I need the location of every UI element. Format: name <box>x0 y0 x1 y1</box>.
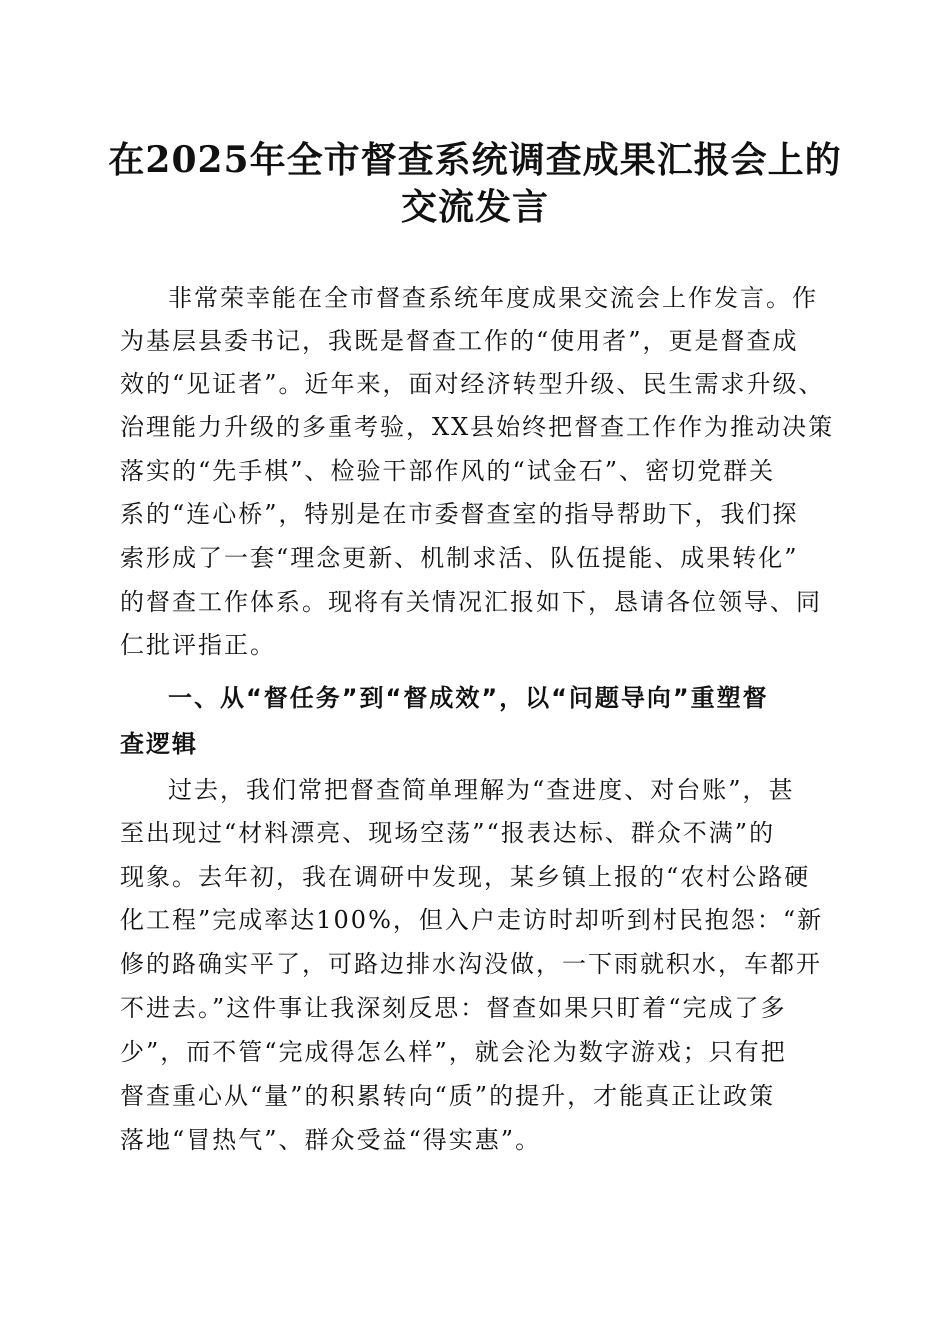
section-heading-line: 查逻辑 <box>120 730 198 758</box>
paragraph-line: 落地“冒热气”、群众受益“得实惠”。 <box>120 1126 542 1154</box>
section-heading-line: 一、从“督任务”到“督成效”，以“问题导向”重塑督 <box>168 684 769 712</box>
paragraph-line: 为基层县委书记，我既是督查工作的“使用者”，更是督查成 <box>120 327 799 355</box>
paragraph-line: 不进去。”这件事让我深刻反思：督查如果只盯着“完成了多 <box>120 994 787 1022</box>
paragraph-line: 仁批评指正。 <box>120 631 276 659</box>
paragraph-line: 少”，而不管“完成得怎么样”，就会沦为数字游戏；只有把 <box>120 1038 787 1066</box>
document-title-line-2: 交流发言 <box>400 186 549 228</box>
paragraph-line: 落实的“先手棋”、检验干部作风的“试金石”、密切党群关 <box>120 457 776 485</box>
paragraph-line: 至出现过“材料漂亮、现场空荡”“报表达标、群众不满”的 <box>120 819 776 847</box>
document-title-line-1: 在2025年全市督查系统调查成果汇报会上的 <box>108 139 842 181</box>
paragraph-line: 过去，我们常把督查简单理解为“查进度、对台账”，甚 <box>168 776 795 804</box>
paragraph-line: 索形成了一套“理念更新、机制求活、队伍提能、成果转化” <box>120 544 799 572</box>
paragraph-line: 化工程”完成率达100%，但入户走访时却听到村民抱怨：“新 <box>120 906 824 934</box>
paragraph-line: 督查重心从“量”的积累转向“质”的提升，才能真正让政策 <box>120 1082 776 1110</box>
paragraph-line: 现象。去年初，我在调研中发现，某乡镇上报的“农村公路硬 <box>120 863 811 891</box>
paragraph-line: 系的“连心桥”，特别是在市委督查室的指导帮助下，我们探 <box>120 500 799 528</box>
paragraph-line: 治理能力升级的多重考验，XX县始终把督查工作作为推动决策 <box>120 413 835 441</box>
paragraph-line: 的督查工作体系。现将有关情况汇报如下，恳请各位领导、同 <box>120 588 822 616</box>
paragraph-line: 效的“见证者”。近年来，面对经济转型升级、民生需求升级、 <box>120 370 825 398</box>
paragraph-line: 非常荣幸能在全市督查系统年度成果交流会上作发言。作 <box>168 284 818 312</box>
paragraph-line: 修的路确实平了，可路边排水沟没做，一下雨就积水，车都开 <box>120 950 822 978</box>
